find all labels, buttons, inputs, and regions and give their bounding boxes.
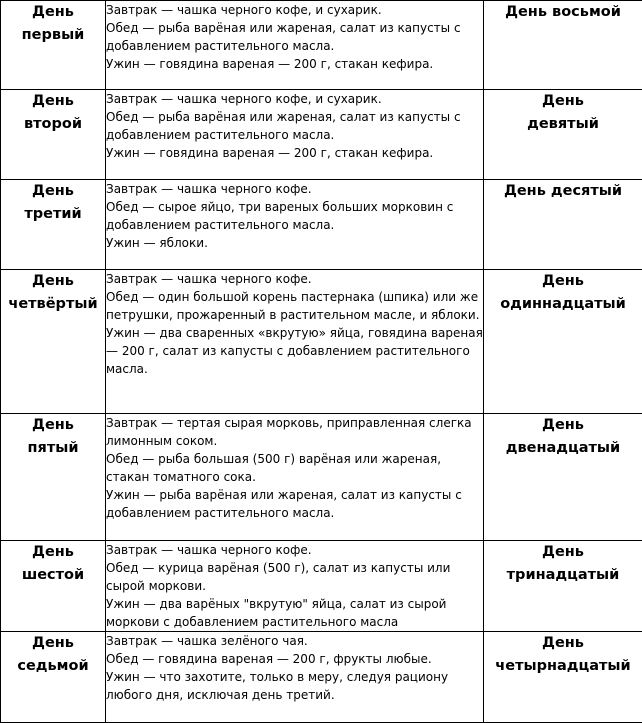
meal-line: Завтрак — тертая сырая морковь, приправленная слегка лимонным соком. xyxy=(106,414,483,450)
day-left-cell xyxy=(1,180,106,270)
meal-line: Ужин — два варёных "вкрутую" яйца, салат из сырой моркови с добавлением растительного масла xyxy=(106,595,483,631)
meal-line: Ужин — рыба варёная или жареная, салат из капусты с добавлением растительного масла. xyxy=(106,486,483,522)
day-label: девятый xyxy=(484,113,642,136)
day-label: шестой xyxy=(1,564,105,587)
day-label: День xyxy=(484,541,642,564)
day-label: День xyxy=(1,180,105,203)
meal-line: Обед — рыба большая (500 г) варёная или жареная, стакан томатного сока. xyxy=(106,450,483,486)
day-label: четвёртый xyxy=(1,293,105,316)
day-label: двенадцатый xyxy=(484,437,642,460)
day-label: День xyxy=(484,90,642,113)
meal-line: Ужин — говядина вареная — 200 г, стакан кефира. xyxy=(106,55,483,73)
meal-cell xyxy=(106,414,484,541)
day-label: День xyxy=(1,414,105,437)
table-row xyxy=(1,180,642,270)
table-row xyxy=(1,414,642,541)
day-label: пятый xyxy=(1,437,105,460)
meal-line: Обед — сырое яйцо, три вареных больших морковин с добавлением растительного масла. xyxy=(106,198,483,234)
day-label: День xyxy=(484,632,642,655)
day-label: седьмой xyxy=(1,655,105,678)
day-left-cell xyxy=(1,414,106,541)
day-label: одиннадцатый xyxy=(484,293,642,316)
meal-line: Ужин — говядина вареная — 200 г, стакан кефира. xyxy=(106,144,483,162)
day-label: День xyxy=(1,90,105,113)
day-left-cell xyxy=(1,1,106,90)
day-label: День xyxy=(1,270,105,293)
meal-line: Ужин — что захотите, только в меру, следуя рациону любого дня, исключая день третий. xyxy=(106,668,483,704)
meal-cell xyxy=(106,270,484,414)
day-right-cell xyxy=(484,632,642,723)
day-left-cell xyxy=(1,270,106,414)
day-left-cell xyxy=(1,541,106,632)
meal-cell xyxy=(106,1,484,90)
meal-line: Завтрак — чашка черного кофе, и сухарик. xyxy=(106,90,483,108)
day-left-cell xyxy=(1,90,106,180)
day-label: День десятый xyxy=(484,180,642,203)
day-right-cell xyxy=(484,270,642,414)
day-label: первый xyxy=(1,24,105,47)
day-label: тринадцатый xyxy=(484,564,642,587)
day-right-cell xyxy=(484,1,642,90)
table-row xyxy=(1,1,642,90)
day-right-cell xyxy=(484,541,642,632)
meal-line: Завтрак — чашка черного кофе. xyxy=(106,270,483,288)
meal-line: Обед — курица варёная (500 г), салат из капусты или сырой моркови. xyxy=(106,559,483,595)
table-row xyxy=(1,270,642,414)
meal-cell xyxy=(106,632,484,723)
day-label: День xyxy=(1,1,105,24)
meal-line: Завтрак — чашка черного кофе. xyxy=(106,541,483,559)
meal-cell xyxy=(106,541,484,632)
meal-line: Завтрак — чашка зелёного чая. xyxy=(106,632,483,650)
day-left-cell xyxy=(1,632,106,723)
meal-cell xyxy=(106,180,484,270)
table-row xyxy=(1,632,642,723)
meal-line: Ужин — два сваренных «вкрутую» яйца, говядина вареная — 200 г, салат из капусты с добавлением растительного масла. xyxy=(106,324,483,378)
meal-line: Завтрак — чашка черного кофе, и сухарик. xyxy=(106,1,483,19)
meal-cell xyxy=(106,90,484,180)
day-label: День восьмой xyxy=(484,1,642,24)
meal-line: Завтрак — чашка черного кофе. xyxy=(106,180,483,198)
day-label: День xyxy=(1,541,105,564)
meal-line: Обед — один большой корень пастернака (шпика) или же петрушки, прожаренный в растительном масле, и яблоки. xyxy=(106,288,483,324)
day-label: День xyxy=(1,632,105,655)
day-label: четырнадцатый xyxy=(484,655,642,678)
day-right-cell xyxy=(484,180,642,270)
day-right-cell xyxy=(484,90,642,180)
day-label: День xyxy=(484,414,642,437)
table-row xyxy=(1,90,642,180)
day-label: День xyxy=(484,270,642,293)
day-label: второй xyxy=(1,113,105,136)
meal-line: Ужин — яблоки. xyxy=(106,234,483,252)
meal-line: Обед — рыба варёная или жареная, салат из капусты с добавлением растительного масла. xyxy=(106,19,483,55)
day-right-cell xyxy=(484,414,642,541)
day-label: третий xyxy=(1,203,105,226)
meal-line: Обед — рыба варёная или жареная, салат из капусты с добавлением растительного масла. xyxy=(106,108,483,144)
table-row xyxy=(1,541,642,632)
meal-line: Обед — говядина вареная — 200 г, фрукты любые. xyxy=(106,650,483,668)
